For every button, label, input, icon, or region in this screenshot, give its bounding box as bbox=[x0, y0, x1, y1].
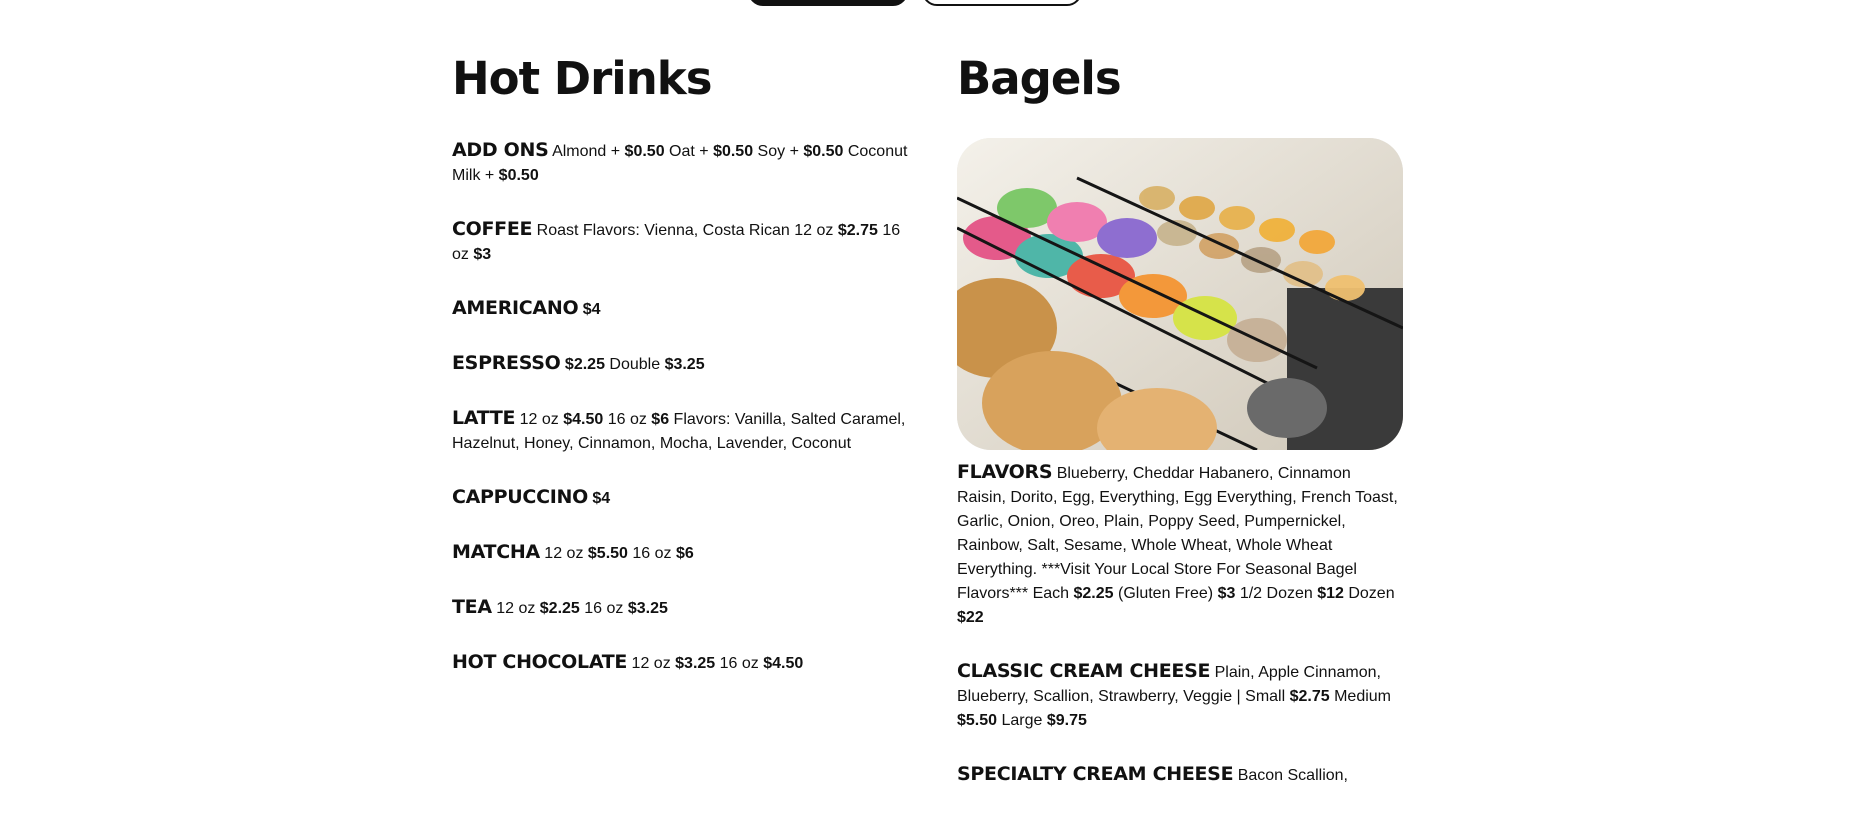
bagels-photo bbox=[957, 138, 1403, 450]
menu-item-price: $2.25 bbox=[1073, 585, 1114, 602]
menu-item-price: $3 bbox=[1217, 585, 1236, 602]
bagels-list bbox=[957, 460, 1403, 788]
menu-item-detail: 12 oz bbox=[627, 655, 676, 672]
menu-item-detail: Soy + bbox=[753, 143, 804, 160]
menu-item-price: $2.25 bbox=[539, 600, 580, 617]
menu-item-price: $2.75 bbox=[837, 222, 878, 239]
menu-item-name: ESPRESSO bbox=[452, 352, 561, 374]
menu-item bbox=[957, 659, 1403, 733]
menu-item-detail: Dozen bbox=[1343, 585, 1395, 602]
menu-item-detail: 1/2 Dozen bbox=[1235, 585, 1318, 602]
menu-item-detail: Flavors: Vanilla, Salted Caramel, Hazelnut, Honey, Cinnamon, Mocha, Lavender, Coconut bbox=[452, 411, 906, 452]
menu-item-price: $9.75 bbox=[1046, 712, 1087, 729]
menu-item bbox=[452, 650, 914, 676]
menu-item-price: $3 bbox=[473, 246, 492, 263]
menu-item-price: $6 bbox=[651, 411, 670, 428]
menu-item-price: $3.25 bbox=[664, 356, 705, 373]
menu-item-price: $0.50 bbox=[713, 143, 754, 160]
menu-item-name: SPECIALTY CREAM CHEESE bbox=[957, 763, 1234, 785]
menu-item-name: MATCHA bbox=[452, 541, 540, 563]
menu-item bbox=[452, 296, 914, 322]
menu-item-name: CLASSIC CREAM CHEESE bbox=[957, 660, 1211, 682]
bagels-title: Bagels bbox=[957, 52, 1121, 105]
menu-item-detail: Double bbox=[604, 356, 665, 373]
menu-item bbox=[452, 138, 914, 188]
menu-item-detail: Oat + bbox=[664, 143, 714, 160]
menu-item-price: $3.25 bbox=[675, 655, 716, 672]
menu-item-detail: 16 oz bbox=[603, 411, 652, 428]
menu-item-price: $4.50 bbox=[763, 655, 804, 672]
menu-item bbox=[957, 762, 1403, 788]
menu-item bbox=[452, 595, 914, 621]
menu-item-detail: 16 oz bbox=[579, 600, 628, 617]
menu-item-detail: Medium bbox=[1329, 688, 1391, 705]
menu-item-name: CAPPUCCINO bbox=[452, 486, 588, 508]
menu-item-detail: 12 oz bbox=[539, 545, 588, 562]
menu-item-detail: 16 oz bbox=[452, 222, 901, 263]
menu-item-price: $4 bbox=[592, 490, 611, 507]
bagels-section bbox=[957, 44, 1403, 817]
menu-item-detail: (Gluten Free) bbox=[1113, 585, 1218, 602]
menu-item-name: LATTE bbox=[452, 407, 516, 429]
menu-item-detail: 16 oz bbox=[715, 655, 764, 672]
menu-item-price: $2.25 bbox=[564, 356, 605, 373]
menu-item-name: AMERICANO bbox=[452, 297, 579, 319]
top-button-group bbox=[748, 0, 1082, 6]
menu-item bbox=[452, 351, 914, 377]
menu-item-price: $0.50 bbox=[803, 143, 844, 160]
menu-item-price: $5.50 bbox=[587, 545, 628, 562]
menu-item bbox=[452, 406, 914, 456]
menu-item-price: $6 bbox=[675, 545, 694, 562]
menu-item-detail: Blueberry, Cheddar Habanero, Cinnamon Raisin, Dorito, Egg, Everything, Egg Everything, French Toast, Garlic, Onion, Oreo, Plain, Poppy Seed, Pumpernickel, Rainbow, Salt, Sesame, Whole Wheat, Whole Wheat Everything. ***Visit Your Local Store For Seasonal Bagel Flavors*** Each bbox=[957, 465, 1398, 602]
menu-item-name: HOT CHOCOLATE bbox=[452, 651, 628, 673]
menu-item-detail: Coconut Milk + bbox=[452, 143, 908, 184]
menu-item-price: $0.50 bbox=[498, 167, 539, 184]
menu-item-name: TEA bbox=[452, 596, 492, 618]
menu-item bbox=[957, 460, 1403, 630]
menu-item-price: $0.50 bbox=[624, 143, 665, 160]
menu-item-detail: 12 oz bbox=[515, 411, 564, 428]
menu-item-price: $4.50 bbox=[563, 411, 604, 428]
hot-drinks-list bbox=[452, 138, 914, 676]
menu-item-price: $3.25 bbox=[627, 600, 668, 617]
menu-item-price: $4 bbox=[582, 301, 601, 318]
menu-nav-button-primary[interactable] bbox=[748, 0, 908, 6]
menu-item-detail: Roast Flavors: Vienna, Costa Rican 12 oz bbox=[532, 222, 838, 239]
menu-item-detail: Bacon Scallion, bbox=[1233, 767, 1348, 784]
menu-item-price: $22 bbox=[957, 609, 984, 626]
menu-nav-button-secondary[interactable] bbox=[922, 0, 1082, 6]
hot-drinks-title: Hot Drinks bbox=[452, 52, 712, 105]
menu-item bbox=[452, 217, 914, 267]
menu-item-price: $5.50 bbox=[957, 712, 998, 729]
hot-drinks-section bbox=[452, 44, 914, 705]
menu-item-detail: Almond + bbox=[548, 143, 625, 160]
menu-item bbox=[452, 485, 914, 511]
menu-item-name: FLAVORS bbox=[957, 461, 1053, 483]
menu-item-detail: Plain, Apple Cinnamon, Blueberry, Scallion, Strawberry, Veggie | Small bbox=[957, 664, 1381, 705]
menu-item-detail: 12 oz bbox=[491, 600, 540, 617]
menu-item-detail: 16 oz bbox=[627, 545, 676, 562]
menu-item-name: COFFEE bbox=[452, 218, 533, 240]
menu-item-detail: Large bbox=[997, 712, 1047, 729]
next-section-heading-cutoff bbox=[452, 760, 467, 774]
menu-item-name: ADD ONS bbox=[452, 139, 549, 161]
menu-item bbox=[452, 540, 914, 566]
menu-item-price: $2.75 bbox=[1289, 688, 1330, 705]
menu-item-price: $12 bbox=[1317, 585, 1344, 602]
